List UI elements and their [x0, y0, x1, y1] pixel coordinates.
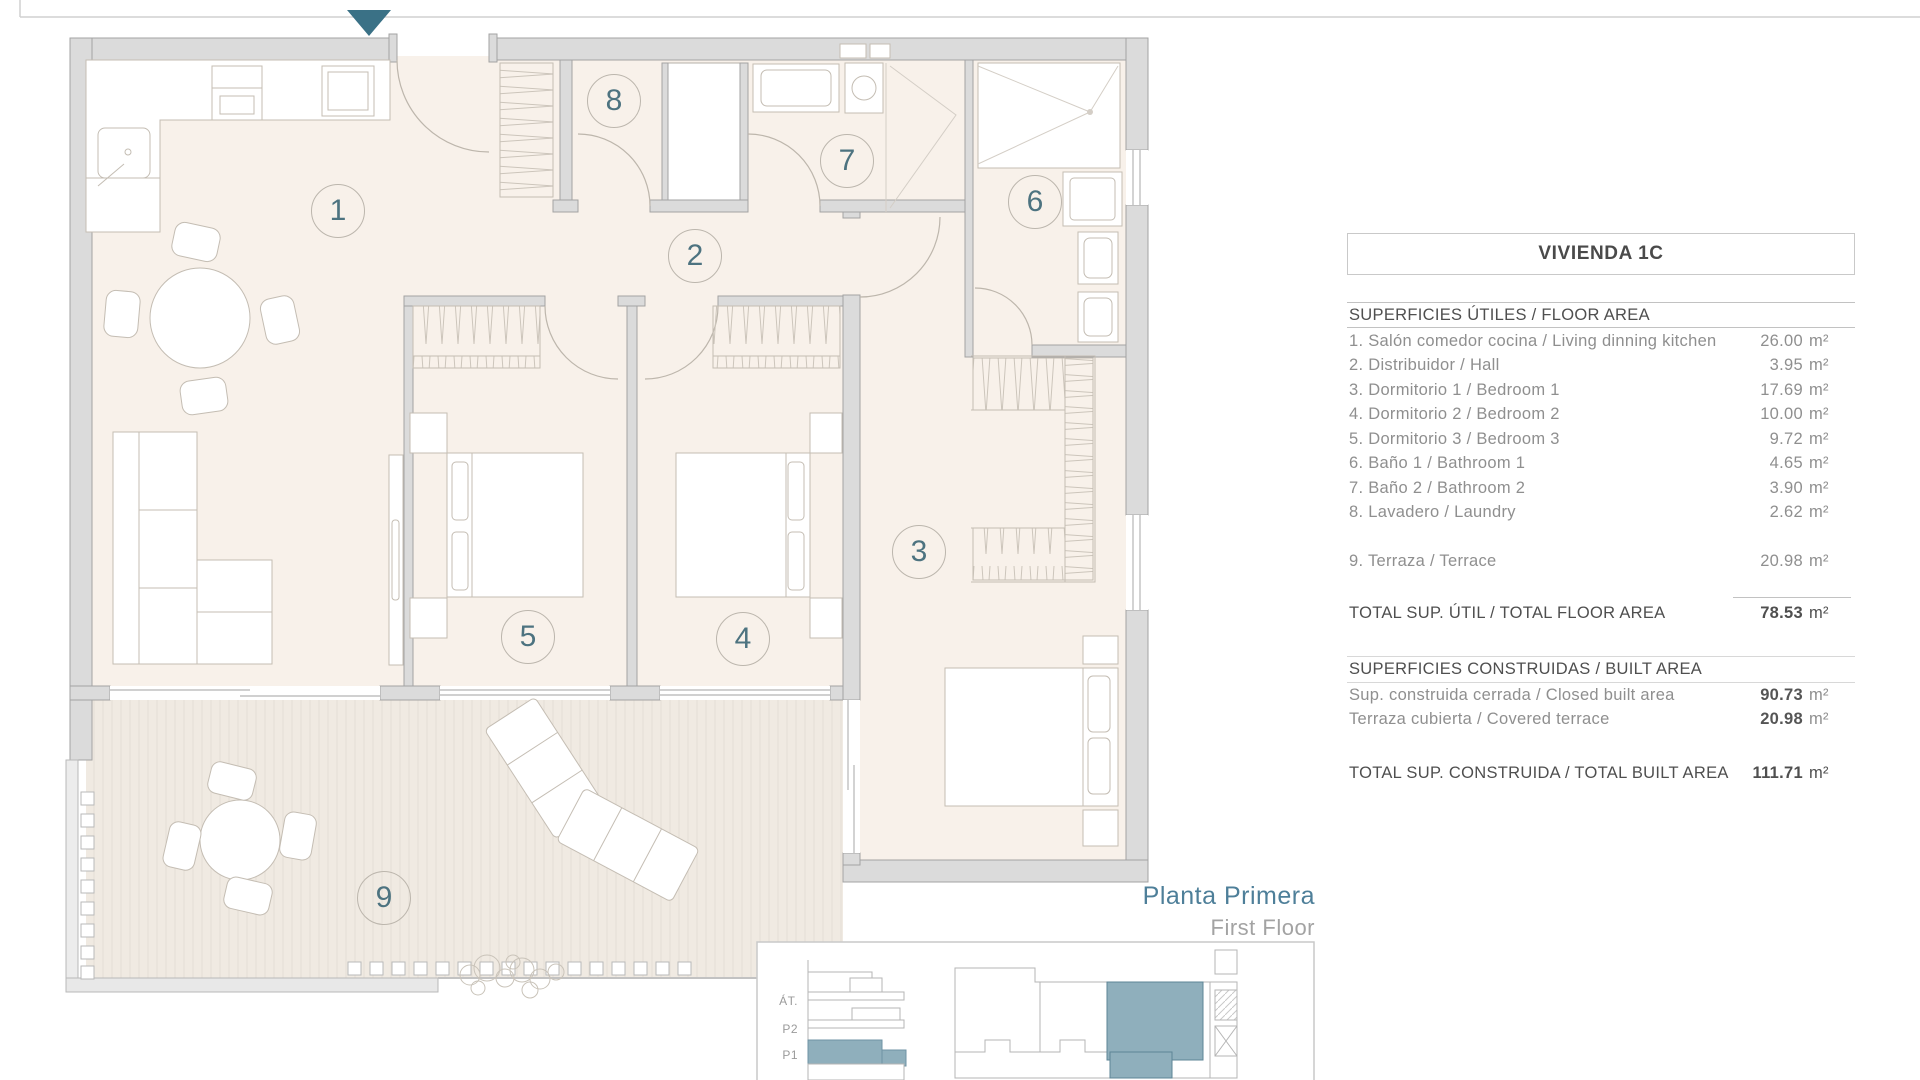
entrance-triangle-icon [347, 10, 391, 36]
table-row: Terraza cubierta / Covered terrace 20.98 m² [1349, 710, 1829, 728]
table-row: 4. Dormitorio 2 / Bedroom 2 10.00 m² [1349, 405, 1829, 423]
table-row: 1. Salón comedor cocina / Living dinning kitchen 26.00 m² [1349, 332, 1829, 350]
keyplan-level-p2: P2 [782, 1022, 798, 1036]
wardrobe-hall-nook [500, 63, 553, 197]
divider [1347, 302, 1855, 303]
railing-posts-left [81, 792, 94, 979]
room-badge-6: 6 [1008, 175, 1062, 229]
table-row: 5. Dormitorio 3 / Bedroom 3 9.72 m² [1349, 430, 1829, 448]
unit-title: VIVIENDA 1C [1347, 233, 1855, 275]
page-frame [20, 0, 1920, 17]
wardrobe-bedroom-2 [713, 306, 840, 368]
table-row: Sup. construida cerrada / Closed built area 90.73 m² [1349, 686, 1829, 704]
floor-caption-en: First Floor [1210, 915, 1315, 940]
duct-shaft [668, 63, 740, 200]
room-badge-9: 9 [357, 871, 411, 925]
divider [1347, 327, 1855, 328]
highlighted-level [808, 1040, 882, 1064]
floor-caption [1000, 882, 1315, 941]
table-row: 9. Terraza / Terrace 20.98 m² [1349, 552, 1829, 570]
kitchen-sink [98, 128, 150, 178]
highlighted-unit [1107, 982, 1203, 1060]
table-row: 6. Baño 1 / Bathroom 1 4.65 m² [1349, 454, 1829, 472]
built-area-total: TOTAL SUP. CONSTRUIDA / TOTAL BUILT AREA 111.71 m² [1349, 764, 1829, 782]
divider [1347, 682, 1855, 683]
room-badge-2: 2 [668, 229, 722, 283]
table-row: 7. Baño 2 / Bathroom 2 3.90 m² [1349, 479, 1829, 497]
wardrobe-bedroom-3 [413, 306, 540, 368]
divider [1347, 656, 1855, 657]
floor-area-total: TOTAL SUP. ÚTIL / TOTAL FLOOR AREA 78.53 m² [1349, 604, 1829, 622]
room-badge-4: 4 [716, 612, 770, 666]
floor-caption-es: Planta Primera [1142, 882, 1315, 910]
built-area-header: SUPERFICIES CONSTRUIDAS / BUILT AREA [1349, 660, 1703, 678]
shower-tray [978, 63, 1120, 168]
table-row: 8. Lavadero / Laundry 2.62 m² [1349, 503, 1829, 521]
keyplan-level-p1: P1 [782, 1048, 798, 1062]
room-badge-5: 5 [501, 610, 555, 664]
tv-unit [389, 455, 403, 665]
room-badge-1: 1 [311, 184, 365, 238]
room-badge-7: 7 [820, 134, 874, 188]
table-row: 2. Distribuidor / Hall 3.95 m² [1349, 356, 1829, 374]
key-plan [757, 942, 1314, 1080]
subtotal-divider [1733, 597, 1851, 598]
table-row: 3. Dormitorio 1 / Bedroom 1 17.69 m² [1349, 381, 1829, 399]
room-badge-3: 3 [892, 525, 946, 579]
room-badge-8: 8 [587, 74, 641, 128]
wall-vents [840, 44, 890, 58]
floor-area-header: SUPERFICIES ÚTILES / FLOOR AREA [1349, 306, 1650, 324]
keyplan-level-at: ÁT. [779, 994, 798, 1008]
area-table [1347, 233, 1855, 833]
